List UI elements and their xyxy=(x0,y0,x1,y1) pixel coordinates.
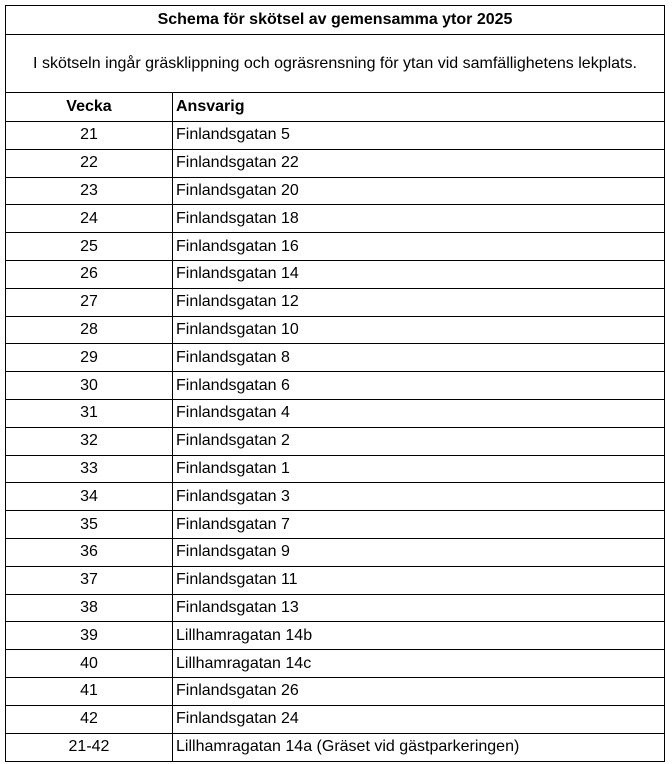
week-cell: 35 xyxy=(6,511,173,538)
week-cell: 38 xyxy=(6,595,173,622)
responsible-cell: Finlandsgatan 26 xyxy=(176,682,299,700)
table-row xyxy=(6,456,664,484)
table-row xyxy=(6,344,664,372)
responsible-cell: Finlandsgatan 13 xyxy=(176,598,299,616)
table-title: Schema för skötsel av gemensamma ytor 2025 xyxy=(6,6,664,35)
week-cell: 37 xyxy=(6,567,173,594)
responsible-cell: Finlandsgatan 16 xyxy=(176,237,299,255)
table-row xyxy=(6,178,664,206)
week-cell: 21 xyxy=(6,122,173,149)
responsible-cell: Finlandsgatan 11 xyxy=(176,571,298,589)
schedule-table xyxy=(5,5,665,762)
responsible-cell: Finlandsgatan 4 xyxy=(176,404,290,422)
responsible-cell: Lillhamragatan 14a (Gräset vid gästparkeringen) xyxy=(176,738,520,756)
table-row xyxy=(6,567,664,595)
week-cell: 40 xyxy=(6,650,173,677)
responsible-cell: Lillhamragatan 14b xyxy=(176,626,313,644)
column-header-responsible: Ansvarig xyxy=(176,98,245,115)
week-cell: 33 xyxy=(6,456,173,483)
responsible-cell: Finlandsgatan 2 xyxy=(176,432,290,450)
table-row xyxy=(6,511,664,539)
responsible-cell: Finlandsgatan 6 xyxy=(176,376,290,394)
table-row xyxy=(6,261,664,289)
responsible-cell: Finlandsgatan 14 xyxy=(176,265,299,283)
week-cell: 26 xyxy=(6,261,173,288)
table-row xyxy=(6,233,664,261)
responsible-cell: Finlandsgatan 9 xyxy=(176,543,290,561)
week-cell: 25 xyxy=(6,233,173,260)
week-cell: 36 xyxy=(6,539,173,566)
week-cell: 24 xyxy=(6,205,173,232)
table-row xyxy=(6,622,664,650)
responsible-cell: Finlandsgatan 22 xyxy=(176,154,299,172)
column-header-row xyxy=(6,93,664,122)
table-row xyxy=(6,289,664,317)
table-row xyxy=(6,150,664,178)
table-row xyxy=(6,428,664,456)
responsible-cell: Finlandsgatan 18 xyxy=(176,209,299,227)
week-cell: 23 xyxy=(6,178,173,205)
week-cell: 28 xyxy=(6,317,173,344)
week-cell: 21-42 xyxy=(6,734,173,762)
responsible-cell: Finlandsgatan 1 xyxy=(176,459,290,477)
responsible-cell: Lillhamragatan 14c xyxy=(176,654,312,672)
table-row xyxy=(6,205,664,233)
table-row xyxy=(6,734,664,762)
table-row xyxy=(6,678,664,706)
table-row xyxy=(6,539,664,567)
responsible-cell: Finlandsgatan 5 xyxy=(176,126,290,144)
week-cell: 39 xyxy=(6,622,173,649)
table-body xyxy=(6,122,664,761)
table-row xyxy=(6,317,664,345)
responsible-cell: Finlandsgatan 12 xyxy=(176,293,299,311)
table-row xyxy=(6,595,664,623)
responsible-cell: Finlandsgatan 10 xyxy=(176,320,299,338)
table-row xyxy=(6,483,664,511)
week-cell: 31 xyxy=(6,400,173,427)
table-row xyxy=(6,706,664,734)
table-description: I skötseln ingår gräsklippning och ogräsrensning för ytan vid samfällighetens lekplats. xyxy=(6,35,664,93)
week-cell: 27 xyxy=(6,289,173,316)
week-cell: 29 xyxy=(6,344,173,371)
table-row xyxy=(6,372,664,400)
week-cell: 42 xyxy=(6,706,173,733)
table-row xyxy=(6,122,664,150)
week-cell: 32 xyxy=(6,428,173,455)
responsible-cell: Finlandsgatan 3 xyxy=(176,487,290,505)
week-cell: 41 xyxy=(6,678,173,705)
responsible-cell: Finlandsgatan 24 xyxy=(176,710,299,728)
week-cell: 30 xyxy=(6,372,173,399)
column-header-week: Vecka xyxy=(6,93,173,121)
week-cell: 34 xyxy=(6,483,173,510)
responsible-cell: Finlandsgatan 7 xyxy=(176,515,290,533)
responsible-cell: Finlandsgatan 20 xyxy=(176,181,299,199)
responsible-cell: Finlandsgatan 8 xyxy=(176,348,290,366)
week-cell: 22 xyxy=(6,150,173,177)
table-row xyxy=(6,650,664,678)
table-row xyxy=(6,400,664,428)
